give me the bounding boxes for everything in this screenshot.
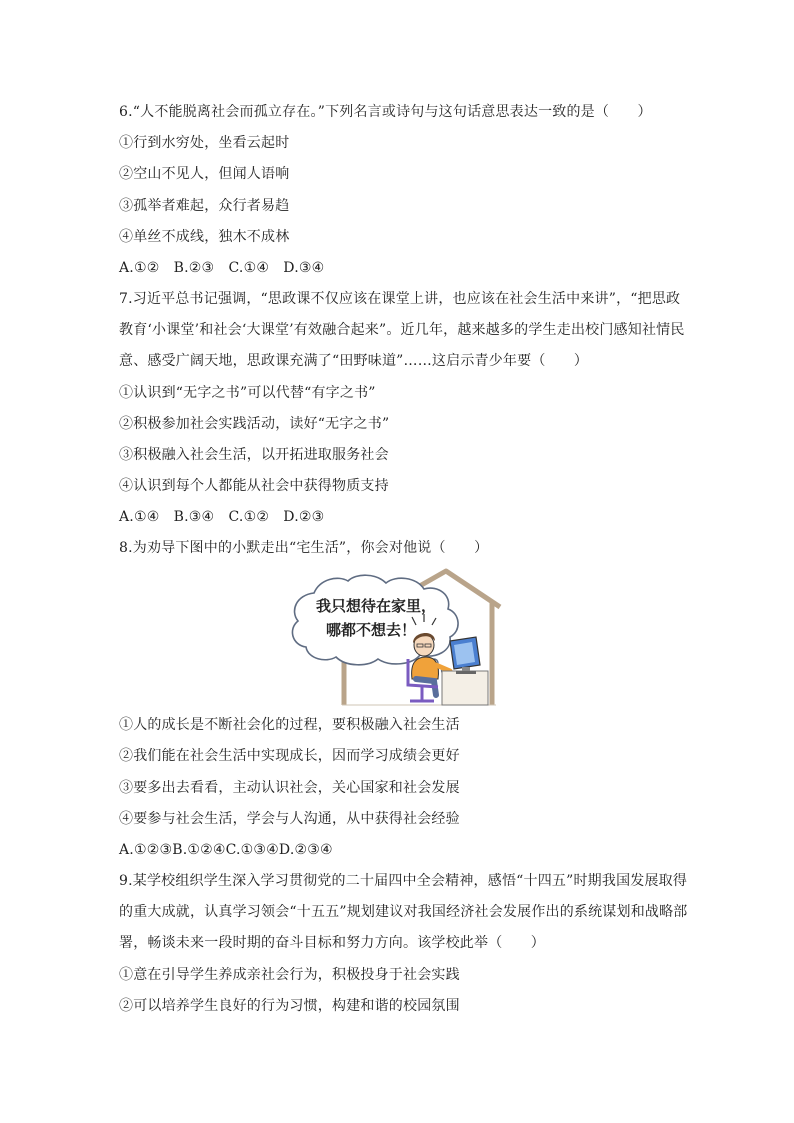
q6-choices: A.①② B.②③ C.①④ D.③④	[119, 260, 325, 276]
q7-option-4: ④认识到每个人都能从社会中获得物质支持	[119, 478, 389, 494]
q8-option-3: ③要多出去看看，主动认识社会，关心国家和社会发展	[119, 780, 460, 796]
q7-stem-line-2: 教育‘小课堂’和社会‘大课堂’有效融合起来”。近几年，越来越多的学生走出校门感知社情民	[119, 322, 685, 338]
q7-choices: A.①④ B.③④ C.①② D.②③	[119, 509, 325, 525]
q6-option-4: ④单丝不成线，独木不成林	[119, 229, 290, 245]
stay-home-illustration	[286, 567, 506, 707]
q9-stem-line-3: 署，畅谈未来一段时期的奋斗目标和努力方向。该学校此举（ ）	[119, 935, 545, 951]
q7-option-1: ①认识到“无字之书”可以代替“有字之书”	[119, 385, 376, 401]
q8-option-1: ①人的成长是不断社会化的过程，要积极融入社会生活	[119, 717, 460, 733]
q8-choices: A.①②③B.①②④C.①③④D.②③④	[119, 842, 333, 858]
q7-stem-line-3: 意、感受广阔天地，思政课充满了“田野味道”……这启示青少年要（ ）	[119, 353, 589, 369]
q8-option-2: ②我们能在社会生活中实现成长，因而学习成绩会更好	[119, 748, 460, 764]
q9-stem-line-2: 的重大成就，认真学习领会“十五五”规划建议对我国经济社会发展作出的系统谋划和战略部	[119, 904, 688, 920]
speech-line-2: 哪都不想去！	[326, 621, 417, 639]
q6-stem: 6.“人不能脱离社会而孤立存在。”下列名言或诗句与这句话意思表达一致的是（ ）	[119, 104, 652, 120]
speech-line-1: 我只想待在家里，	[316, 597, 437, 615]
q7-option-3: ③积极融入社会生活，以开拓进取服务社会	[119, 447, 389, 463]
q6-option-1: ①行到水穷处，坐看云起时	[119, 135, 290, 151]
q8-option-4: ④要参与社会生活，学会与人沟通，从中获得社会经验	[119, 811, 460, 827]
q6-option-3: ③孤举者难起，众行者易趋	[119, 198, 290, 214]
q7-option-2: ②积极参加社会实践活动，读好“无字之书”	[119, 416, 390, 432]
q9-stem-line-1: 9.某学校组织学生深入学习贯彻党的二十届四中全会精神，感悟“十四五”时期我国发展取得	[119, 873, 688, 889]
q9-option-2: ②可以培养学生良好的行为习惯，构建和谐的校园氛围	[119, 998, 460, 1014]
q6-option-2: ②空山不见人，但闻人语响	[119, 166, 290, 182]
q8-stem: 8.为劝导下图中的小默走出“宅生活”，你会对他说（ ）	[119, 540, 489, 556]
q7-stem-line-1: 7.习近平总书记强调，“思政课不仅应该在课堂上讲，也应该在社会生活中来讲”，“把思政	[119, 291, 681, 307]
q9-option-1: ①意在引导学生养成亲社会行为，积极投身于社会实践	[119, 967, 460, 983]
